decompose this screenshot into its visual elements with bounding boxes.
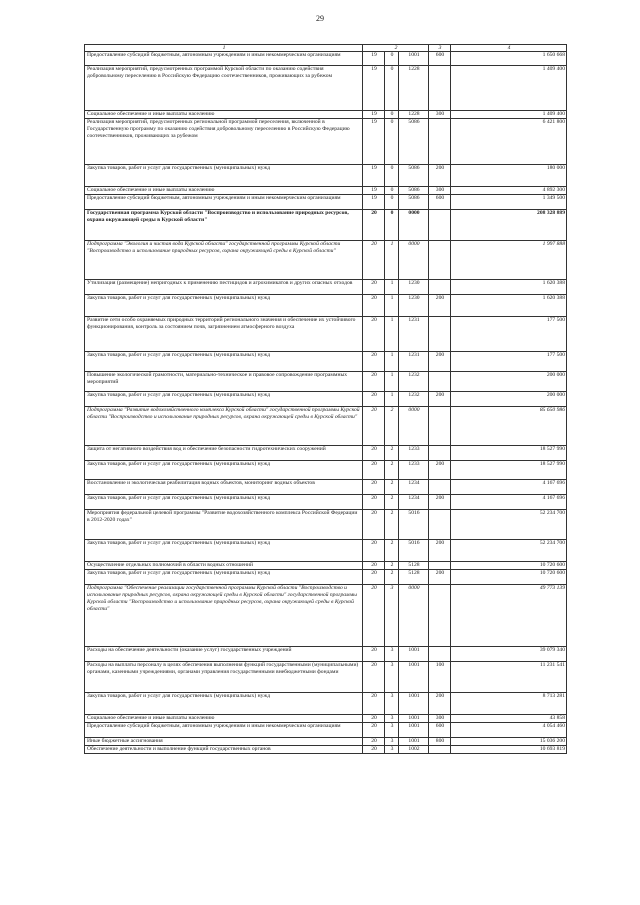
- amount-cell: 85 650 986: [451, 407, 567, 446]
- expense-type-cell: [429, 585, 451, 647]
- amount-cell: 1 997 888: [451, 241, 567, 280]
- program-code-cell: 20: [363, 446, 385, 461]
- subprogram-code-cell: 0: [385, 210, 399, 241]
- row-name-cell: Утилизация (размещение) непригодных к применению пестицидов и агрохимикатов и других опасных отходов: [85, 280, 363, 295]
- direction-code-cell: 5016: [399, 510, 429, 540]
- direction-code-cell: 1233: [399, 446, 429, 461]
- program-code-cell: 20: [363, 510, 385, 540]
- expense-type-cell: [429, 66, 451, 111]
- program-code-cell: 20: [363, 723, 385, 738]
- row-name-cell: Закупка товаров, работ и услуг для государственных (муниципальных) нужд: [85, 570, 363, 585]
- subprogram-code-cell: 0: [385, 119, 399, 165]
- subprogram-code-cell: 3: [385, 647, 399, 662]
- table-row: [85, 210, 567, 241]
- table-row: [85, 562, 567, 570]
- amount-cell: 10 720 600: [451, 562, 567, 570]
- expense-type-cell: [429, 241, 451, 280]
- table-row: [85, 280, 567, 295]
- amount-cell: 1 620 388: [451, 280, 567, 295]
- expense-type-cell: [429, 407, 451, 446]
- amount-cell: 52 234 700: [451, 510, 567, 540]
- expense-type-cell: 200: [429, 392, 451, 407]
- amount-cell: 52 234 700: [451, 540, 567, 562]
- direction-code-cell: 1234: [399, 495, 429, 510]
- direction-code-cell: 1231: [399, 317, 429, 352]
- program-code-cell: 19: [363, 66, 385, 111]
- program-code-cell: 20: [363, 738, 385, 746]
- row-name-cell: Расходы на выплаты персоналу в целях обеспечения выполнения функций государственными (муниципальными) органами, казенными учреждениями, органами управления государственными внебюджетными фондами: [85, 662, 363, 693]
- amount-cell: 208 328 889: [451, 210, 567, 241]
- amount-cell: 200 000: [451, 372, 567, 392]
- expense-type-cell: [429, 372, 451, 392]
- subprogram-code-cell: 0: [385, 66, 399, 111]
- direction-code-cell: 1001: [399, 738, 429, 746]
- direction-code-cell: 5128: [399, 570, 429, 585]
- amount-cell: 1 620 388: [451, 295, 567, 317]
- row-name-cell: Социальное обеспечение и иные выплаты населению: [85, 715, 363, 723]
- direction-code-cell: 1234: [399, 480, 429, 495]
- program-code-cell: 19: [363, 195, 385, 210]
- subprogram-code-cell: 1: [385, 352, 399, 372]
- expense-type-cell: [429, 562, 451, 570]
- row-name-cell: Подпрограмма "Обеспечение реализации государственной программы Курской области "Воспроизводство и использование природных ресурсов, охрана окружающей среды в Курской области" государственной программы Курской области "Воспроизводство и использование природных ресурсов, охрана окружающей среды в Курской области": [85, 585, 363, 647]
- subprogram-code-cell: 3: [385, 746, 399, 754]
- direction-code-cell: 0000: [399, 585, 429, 647]
- table-row: [85, 662, 567, 693]
- amount-cell: 11 231 541: [451, 662, 567, 693]
- subprogram-code-cell: 0: [385, 187, 399, 195]
- program-code-cell: 20: [363, 352, 385, 372]
- subprogram-code-cell: 0: [385, 52, 399, 66]
- row-name-cell: Предоставление субсидий бюджетным, автономным учреждениям и иным некоммерческим организациям: [85, 723, 363, 738]
- table-row: [85, 746, 567, 754]
- row-name-cell: Подпрограмма "Развитие водохозяйственного комплекса Курской области" государственной программы Курской области "Воспроизводство и использование природных ресурсов, охрана окружающей среды в Курской области": [85, 407, 363, 446]
- program-code-cell: 20: [363, 540, 385, 562]
- subprogram-code-cell: 2: [385, 540, 399, 562]
- subprogram-code-cell: 0: [385, 165, 399, 187]
- table-row: [85, 480, 567, 495]
- amount-cell: 8 713 281: [451, 693, 567, 715]
- row-name-cell: Закупка товаров, работ и услуг для государственных (муниципальных) нужд: [85, 392, 363, 407]
- amount-cell: 39 079 340: [451, 647, 567, 662]
- direction-code-cell: 5086: [399, 119, 429, 165]
- table-row: [85, 392, 567, 407]
- program-code-cell: 19: [363, 111, 385, 119]
- direction-code-cell: 1230: [399, 280, 429, 295]
- expense-type-cell: [429, 280, 451, 295]
- row-name-cell: Защита от негативного воздействия вод и обеспечение безопасности гидротехнических сооружений: [85, 446, 363, 461]
- amount-cell: 1 349 500: [451, 195, 567, 210]
- row-name-cell: Восстановление и экологическая реабилитация водных объектов, мониторинг водных объектов: [85, 480, 363, 495]
- subprogram-code-cell: 2: [385, 495, 399, 510]
- table-row: [85, 372, 567, 392]
- row-name-cell: Закупка товаров, работ и услуг для государственных (муниципальных) нужд: [85, 165, 363, 187]
- expense-type-cell: [429, 510, 451, 540]
- program-code-cell: 20: [363, 570, 385, 585]
- header-col-2: 2: [363, 45, 429, 52]
- subprogram-code-cell: 2: [385, 510, 399, 540]
- subprogram-code-cell: 2: [385, 570, 399, 585]
- table-row: [85, 195, 567, 210]
- subprogram-code-cell: 1: [385, 241, 399, 280]
- direction-code-cell: 1001: [399, 662, 429, 693]
- expense-type-cell: 200: [429, 295, 451, 317]
- amount-cell: 49 773 139: [451, 585, 567, 647]
- row-name-cell: Развитие сети особо охраняемых природных территорий регионального значения и обеспечение их устойчивого функционирования, контроль за состоянием почв, загрязнением атмосферного воздуха: [85, 317, 363, 352]
- expense-type-cell: [429, 480, 451, 495]
- header-col-4: 4: [451, 45, 567, 52]
- table-row: [85, 407, 567, 446]
- direction-code-cell: 0000: [399, 241, 429, 280]
- subprogram-code-cell: 2: [385, 446, 399, 461]
- table-row: [85, 165, 567, 187]
- amount-cell: 10 720 600: [451, 570, 567, 585]
- row-name-cell: Закупка товаров, работ и услуг для государственных (муниципальных) нужд: [85, 461, 363, 480]
- amount-cell: 18 527 990: [451, 446, 567, 461]
- direction-code-cell: 0000: [399, 407, 429, 446]
- row-name-cell: Иные бюджетные ассигнования: [85, 738, 363, 746]
- table-row: [85, 446, 567, 461]
- direction-code-cell: 5086: [399, 195, 429, 210]
- row-name-cell: Закупка товаров, работ и услуг для государственных (муниципальных) нужд: [85, 693, 363, 715]
- amount-cell: 43 858: [451, 715, 567, 723]
- row-name-cell: Государственная программа Курской области "Воспроизводство и использование природных ресурсов, охрана окружающей среды в Курской области": [85, 210, 363, 241]
- direction-code-cell: 1228: [399, 111, 429, 119]
- subprogram-code-cell: 1: [385, 392, 399, 407]
- subprogram-code-cell: 2: [385, 407, 399, 446]
- subprogram-code-cell: 3: [385, 715, 399, 723]
- row-name-cell: Предоставление субсидий бюджетным, автономным учреждениям и иным некоммерческим организациям: [85, 52, 363, 66]
- program-code-cell: 20: [363, 562, 385, 570]
- subprogram-code-cell: 3: [385, 662, 399, 693]
- direction-code-cell: 5086: [399, 187, 429, 195]
- program-code-cell: 20: [363, 407, 385, 446]
- amount-cell: 10 693 819: [451, 746, 567, 754]
- expense-type-cell: 200: [429, 540, 451, 562]
- expense-type-cell: [429, 119, 451, 165]
- expense-type-cell: [429, 746, 451, 754]
- amount-cell: 1 409 400: [451, 66, 567, 111]
- amount-cell: 4 054 460: [451, 723, 567, 738]
- amount-cell: 4 167 696: [451, 495, 567, 510]
- amount-cell: 4 892 300: [451, 187, 567, 195]
- expense-type-cell: 800: [429, 738, 451, 746]
- row-name-cell: Повышение экологической грамотности, материально-техническое и правовое сопровождение программных мероприятий: [85, 372, 363, 392]
- subprogram-code-cell: 2: [385, 562, 399, 570]
- expense-type-cell: 600: [429, 195, 451, 210]
- program-code-cell: 20: [363, 585, 385, 647]
- table-row: [85, 495, 567, 510]
- direction-code-cell: 1001: [399, 723, 429, 738]
- table-row: [85, 715, 567, 723]
- direction-code-cell: 1233: [399, 461, 429, 480]
- program-code-cell: 20: [363, 392, 385, 407]
- program-code-cell: 19: [363, 52, 385, 66]
- amount-cell: 177 500: [451, 352, 567, 372]
- subprogram-code-cell: 1: [385, 317, 399, 352]
- table-row: [85, 241, 567, 280]
- program-code-cell: 20: [363, 693, 385, 715]
- program-code-cell: 19: [363, 187, 385, 195]
- row-name-cell: Подпрограмма "Экология и чистая вода Курской области" государственной программы Курской области "Воспроизводство и использование природных ресурсов, охрана окружающей среды в Курской области": [85, 241, 363, 280]
- row-name-cell: Закупка товаров, работ и услуг для государственных (муниципальных) нужд: [85, 352, 363, 372]
- subprogram-code-cell: 2: [385, 480, 399, 495]
- row-name-cell: Реализация мероприятий, предусмотренных программой Курской области по оказанию содействия добровольному переселению в Российскую Федерацию соотечественников, проживающих за рубежом: [85, 66, 363, 111]
- expense-type-cell: 200: [429, 495, 451, 510]
- row-name-cell: Реализация мероприятий, предусмотренных региональной программой переселения, включенной в Государственную программу по оказанию содействия добровольному переселению в Российскую Федерацию соотечественников, проживающих за рубежом: [85, 119, 363, 165]
- expense-type-cell: 600: [429, 52, 451, 66]
- direction-code-cell: 0000: [399, 210, 429, 241]
- amount-cell: 180 000: [451, 165, 567, 187]
- row-name-cell: Расходы на обеспечение деятельности (оказание услуг) государственных учреждений: [85, 647, 363, 662]
- row-name-cell: Обеспечение деятельности и выполнение функций государственных органов: [85, 746, 363, 754]
- table-row: [85, 540, 567, 562]
- expense-type-cell: 200: [429, 352, 451, 372]
- expense-type-cell: 300: [429, 715, 451, 723]
- expense-type-cell: 100: [429, 662, 451, 693]
- amount-cell: 6 421 800: [451, 119, 567, 165]
- table-row: [85, 723, 567, 738]
- subprogram-code-cell: 1: [385, 295, 399, 317]
- expense-type-cell: 300: [429, 111, 451, 119]
- program-code-cell: 20: [363, 372, 385, 392]
- row-name-cell: Социальное обеспечение и иные выплаты населению: [85, 187, 363, 195]
- direction-code-cell: 5128: [399, 562, 429, 570]
- subprogram-code-cell: 3: [385, 723, 399, 738]
- subprogram-code-cell: 3: [385, 738, 399, 746]
- subprogram-code-cell: 1: [385, 280, 399, 295]
- table-row: [85, 570, 567, 585]
- direction-code-cell: 1228: [399, 66, 429, 111]
- amount-cell: 4 167 696: [451, 480, 567, 495]
- expense-type-cell: 200: [429, 570, 451, 585]
- amount-cell: 177 500: [451, 317, 567, 352]
- direction-code-cell: 1001: [399, 52, 429, 66]
- program-code-cell: 19: [363, 165, 385, 187]
- table-header-row: [85, 45, 567, 52]
- budget-table: [84, 44, 567, 754]
- subprogram-code-cell: 2: [385, 461, 399, 480]
- table-row: [85, 111, 567, 119]
- amount-cell: 15 036 200: [451, 738, 567, 746]
- amount-cell: 1 650 668: [451, 52, 567, 66]
- row-name-cell: Мероприятия федеральной целевой программы "Развитие водохозяйственного комплекса Российской Федерации в 2012-2020 годах": [85, 510, 363, 540]
- subprogram-code-cell: 3: [385, 585, 399, 647]
- subprogram-code-cell: 3: [385, 693, 399, 715]
- direction-code-cell: 1230: [399, 295, 429, 317]
- direction-code-cell: 1232: [399, 392, 429, 407]
- table-row: [85, 352, 567, 372]
- table-row: [85, 738, 567, 746]
- program-code-cell: 20: [363, 715, 385, 723]
- program-code-cell: 20: [363, 295, 385, 317]
- amount-cell: 1 409 400: [451, 111, 567, 119]
- expense-type-cell: 200: [429, 165, 451, 187]
- subprogram-code-cell: 0: [385, 111, 399, 119]
- page-number: 29: [316, 14, 324, 23]
- table-row: [85, 461, 567, 480]
- program-code-cell: 20: [363, 480, 385, 495]
- expense-type-cell: 300: [429, 187, 451, 195]
- expense-type-cell: 200: [429, 461, 451, 480]
- table-row: [85, 295, 567, 317]
- row-name-cell: Закупка товаров, работ и услуг для государственных (муниципальных) нужд: [85, 295, 363, 317]
- table-row: [85, 187, 567, 195]
- program-code-cell: 20: [363, 280, 385, 295]
- header-col-3: 3: [429, 45, 451, 52]
- expense-type-cell: 200: [429, 693, 451, 715]
- amount-cell: 18 527 990: [451, 461, 567, 480]
- direction-code-cell: 5016: [399, 540, 429, 562]
- program-code-cell: 20: [363, 241, 385, 280]
- subprogram-code-cell: 1: [385, 372, 399, 392]
- table-row: [85, 585, 567, 647]
- direction-code-cell: 1001: [399, 693, 429, 715]
- row-name-cell: Социальное обеспечение и иные выплаты населению: [85, 111, 363, 119]
- program-code-cell: 20: [363, 647, 385, 662]
- subprogram-code-cell: 0: [385, 195, 399, 210]
- table-row: [85, 119, 567, 165]
- program-code-cell: 20: [363, 495, 385, 510]
- program-code-cell: 20: [363, 461, 385, 480]
- expense-type-cell: 600: [429, 723, 451, 738]
- direction-code-cell: 1001: [399, 647, 429, 662]
- direction-code-cell: 5086: [399, 165, 429, 187]
- program-code-cell: 20: [363, 662, 385, 693]
- amount-cell: 200 000: [451, 392, 567, 407]
- direction-code-cell: 1001: [399, 715, 429, 723]
- program-code-cell: 20: [363, 210, 385, 241]
- direction-code-cell: 1231: [399, 352, 429, 372]
- row-name-cell: Осуществление отдельных полномочий в области водных отношений: [85, 562, 363, 570]
- table-row: [85, 52, 567, 66]
- table-row: [85, 510, 567, 540]
- table-row: [85, 647, 567, 662]
- table-row: [85, 317, 567, 352]
- row-name-cell: Закупка товаров, работ и услуг для государственных (муниципальных) нужд: [85, 495, 363, 510]
- row-name-cell: Закупка товаров, работ и услуг для государственных (муниципальных) нужд: [85, 540, 363, 562]
- expense-type-cell: [429, 210, 451, 241]
- table-row: [85, 66, 567, 111]
- table-row: [85, 693, 567, 715]
- program-code-cell: 20: [363, 317, 385, 352]
- row-name-cell: Предоставление субсидий бюджетным, автономным учреждениям и иным некоммерческим организациям: [85, 195, 363, 210]
- program-code-cell: 20: [363, 746, 385, 754]
- header-col-1: 1: [85, 45, 363, 52]
- expense-type-cell: [429, 317, 451, 352]
- direction-code-cell: 1232: [399, 372, 429, 392]
- program-code-cell: 19: [363, 119, 385, 165]
- expense-type-cell: [429, 446, 451, 461]
- expense-type-cell: [429, 647, 451, 662]
- direction-code-cell: 1002: [399, 746, 429, 754]
